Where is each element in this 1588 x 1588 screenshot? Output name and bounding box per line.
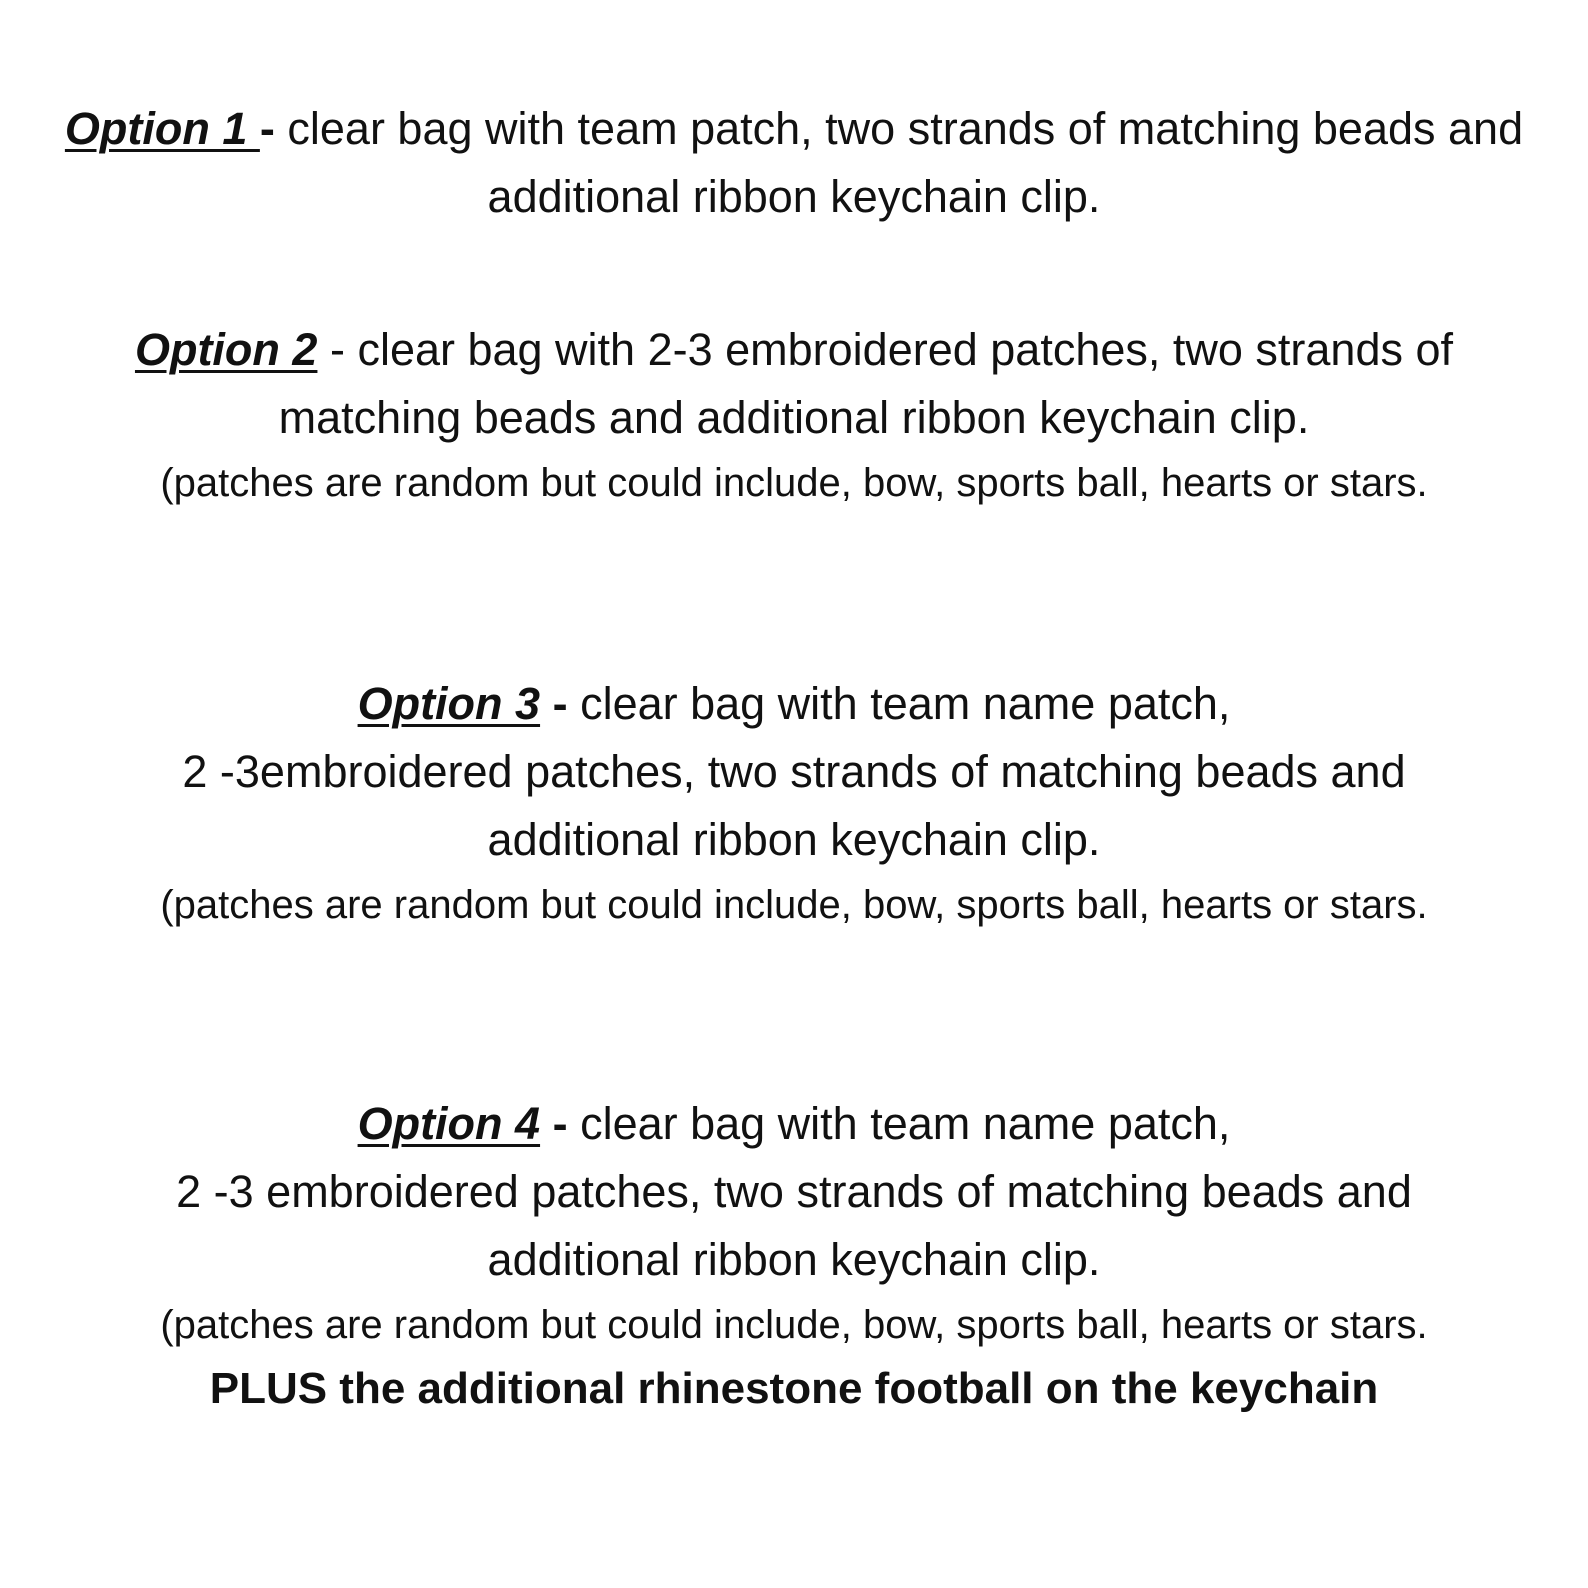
option-3-first-line bbox=[0, 670, 1588, 738]
option-2-note: (patches are random but could include, bow, sports ball, hearts or stars. bbox=[160, 461, 1428, 505]
option-1-description: clear bag with team patch, two strands of matching beads and bbox=[274, 103, 1524, 154]
option-1-separator: - bbox=[259, 103, 275, 154]
option-3-line-2: 2 -3embroidered patches, two strands of matching beads and bbox=[182, 746, 1406, 797]
option-2-label: Option 2 bbox=[134, 324, 318, 375]
option-4-block bbox=[0, 1090, 1588, 1422]
option-4-separator: - bbox=[540, 1098, 568, 1149]
option-4-extra: PLUS the additional rhinestone football on the keychain bbox=[209, 1364, 1379, 1413]
option-3-label: Option 3 bbox=[357, 678, 541, 729]
option-2-first-line bbox=[0, 316, 1588, 384]
option-3-block bbox=[0, 670, 1588, 936]
option-2-separator: - bbox=[317, 324, 345, 375]
option-3-line-3: additional ribbon keychain clip. bbox=[487, 814, 1101, 865]
option-1-label: Option 1 bbox=[64, 103, 260, 154]
option-4-line-2: 2 -3 embroidered patches, two strands of matching beads and bbox=[176, 1166, 1412, 1217]
option-1-block bbox=[0, 95, 1588, 231]
option-2-block bbox=[0, 316, 1588, 514]
option-3-separator: - bbox=[540, 678, 568, 729]
option-4-line-3: additional ribbon keychain clip. bbox=[487, 1234, 1101, 1285]
option-4-first-line bbox=[0, 1090, 1588, 1158]
option-4-description: clear bag with team name patch, bbox=[567, 1098, 1231, 1149]
option-3-note: (patches are random but could include, bow, sports ball, hearts or stars. bbox=[160, 883, 1428, 927]
option-1-line-2: additional ribbon keychain clip. bbox=[487, 171, 1101, 222]
option-2-description: clear bag with 2-3 embroidered patches, two strands of bbox=[344, 324, 1454, 375]
option-2-line-2: matching beads and additional ribbon keychain clip. bbox=[278, 392, 1310, 443]
option-4-note: (patches are random but could include, bow, sports ball, hearts or stars. bbox=[160, 1303, 1428, 1347]
option-1-first-line bbox=[0, 95, 1588, 163]
option-3-description: clear bag with team name patch, bbox=[567, 678, 1231, 729]
option-4-label: Option 4 bbox=[357, 1098, 541, 1149]
